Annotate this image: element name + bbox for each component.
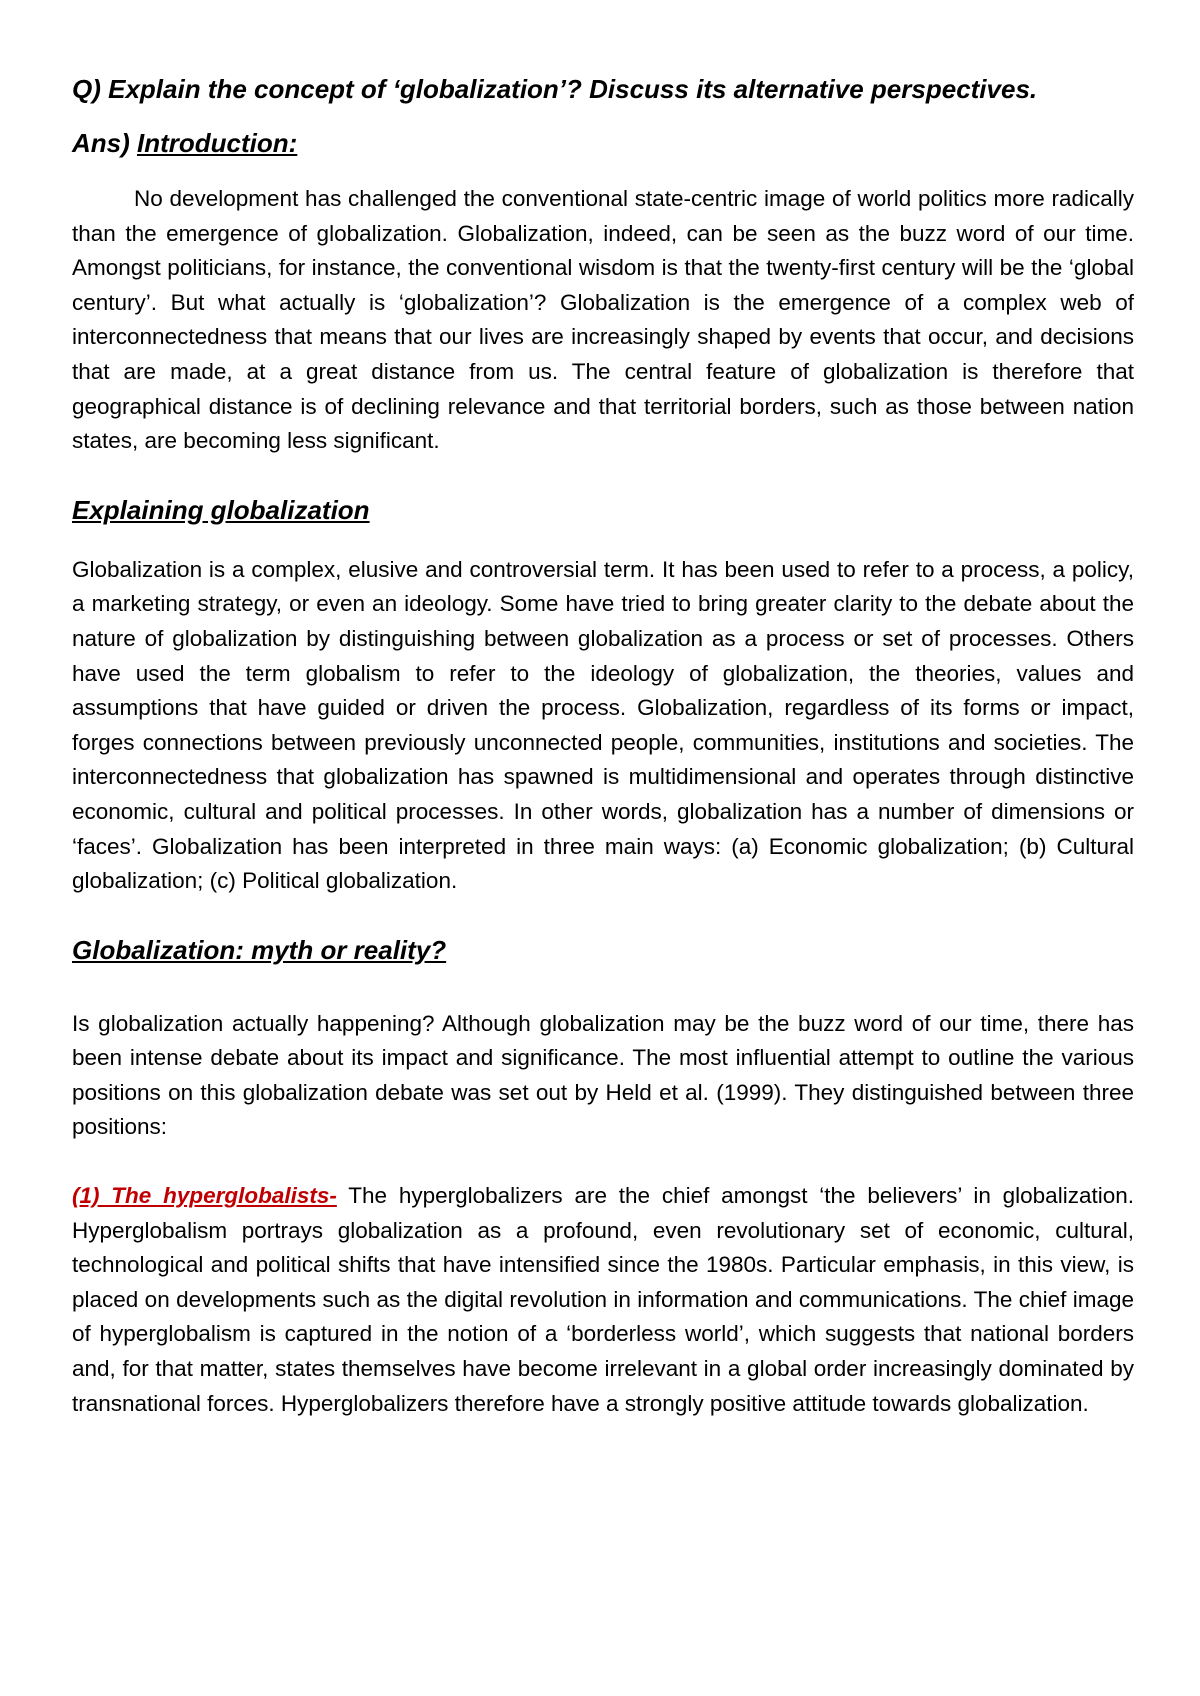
section-heading-explaining: Explaining globalization bbox=[72, 494, 370, 525]
spacer bbox=[72, 967, 1134, 1007]
myth-paragraph: Is globalization actually happening? Although globalization may be the buzz word of our time, there has been intense debate about its impact and significance. The most influential attempt to outline the various positions on this globalization debate was set out by Held et al. (1999). They distinguished between three positions: bbox=[72, 1010, 1134, 1140]
spacer bbox=[72, 1145, 1134, 1179]
answer-heading bbox=[72, 126, 1134, 160]
hyperglobalists-body: The hyperglobalizers are the chief amongst ‘the believers’ in globalization. Hyperglobalism portrays globalization as a profound, even revolutionary set of economic, cultural, technological and political shifts that have intensified since the 1980s. Particular emphasis, in this view, is placed on developments such as the digital revolution in information and communications. The chief image of hyperglobalism is captured in the notion of a ‘borderless world’, which suggests that national borders and, for that matter, states themselves have become irrelevant in a global order increasingly dominated by transnational forces. Hyperglobalizers therefore have a strongly positive attitude towards globalization. bbox=[72, 1183, 1134, 1416]
spacer bbox=[72, 527, 1134, 553]
explaining-paragraph: Globalization is a complex, elusive and controversial term. It has been used to refer to a process, a policy, a marketing strategy, or even an ideology. Some have tried to bring greater clarity to the debate about the nature of globalization by distinguishing between globalization as a process or set of processes. Others have used the term globalism to refer to the ideology of globalization, the theories, values and assumptions that have guided or driven the process. Globalization, regardless of its forms or impact, forges connections between previously unconnected people, communities, institutions and societies. The interconnectedness that globalization has spawned is multidimensional and operates through distinctive economic, cultural and political processes. In other words, globalization has a number of dimensions or ‘faces’. Globalization has been interpreted in three main ways: (a) Economic globalization; (b) Cultural globalization; (c) Political globalization. bbox=[72, 556, 1134, 894]
hyperglobalists-paragraph bbox=[72, 1179, 1134, 1421]
hyperglobalists-lead: (1) The hyperglobalists- bbox=[72, 1183, 337, 1209]
document-body bbox=[72, 72, 1134, 1421]
question-heading: Q) Explain the concept of ‘globalization’? Discuss its alternative perspectives. bbox=[72, 74, 1038, 104]
introduction-paragraph: No development has challenged the conventional state-centric image of world politics more radically than the emergence of globalization. Globalization, indeed, can be seen as the buzz word of our time. Amongst politicians, for instance, the conventional wisdom is that the twenty-first century will be the ‘global century’. But what actually is ‘globalization’? Globalization is the emergence of a complex web of interconnectedness that means that our lives are increasingly shaped by events that occur, and decisions that are made, at a great distance from us. The central feature of globalization is therefore that geographical distance is of declining relevance and that territorial borders, such as those between nation states, are becoming less significant. bbox=[72, 186, 1134, 454]
spacer bbox=[72, 459, 1134, 493]
spacer bbox=[72, 899, 1134, 933]
section-heading-myth: Globalization: myth or reality? bbox=[72, 934, 447, 965]
introduction-heading: Introduction: bbox=[137, 128, 298, 158]
answer-prefix: Ans) bbox=[72, 128, 137, 158]
